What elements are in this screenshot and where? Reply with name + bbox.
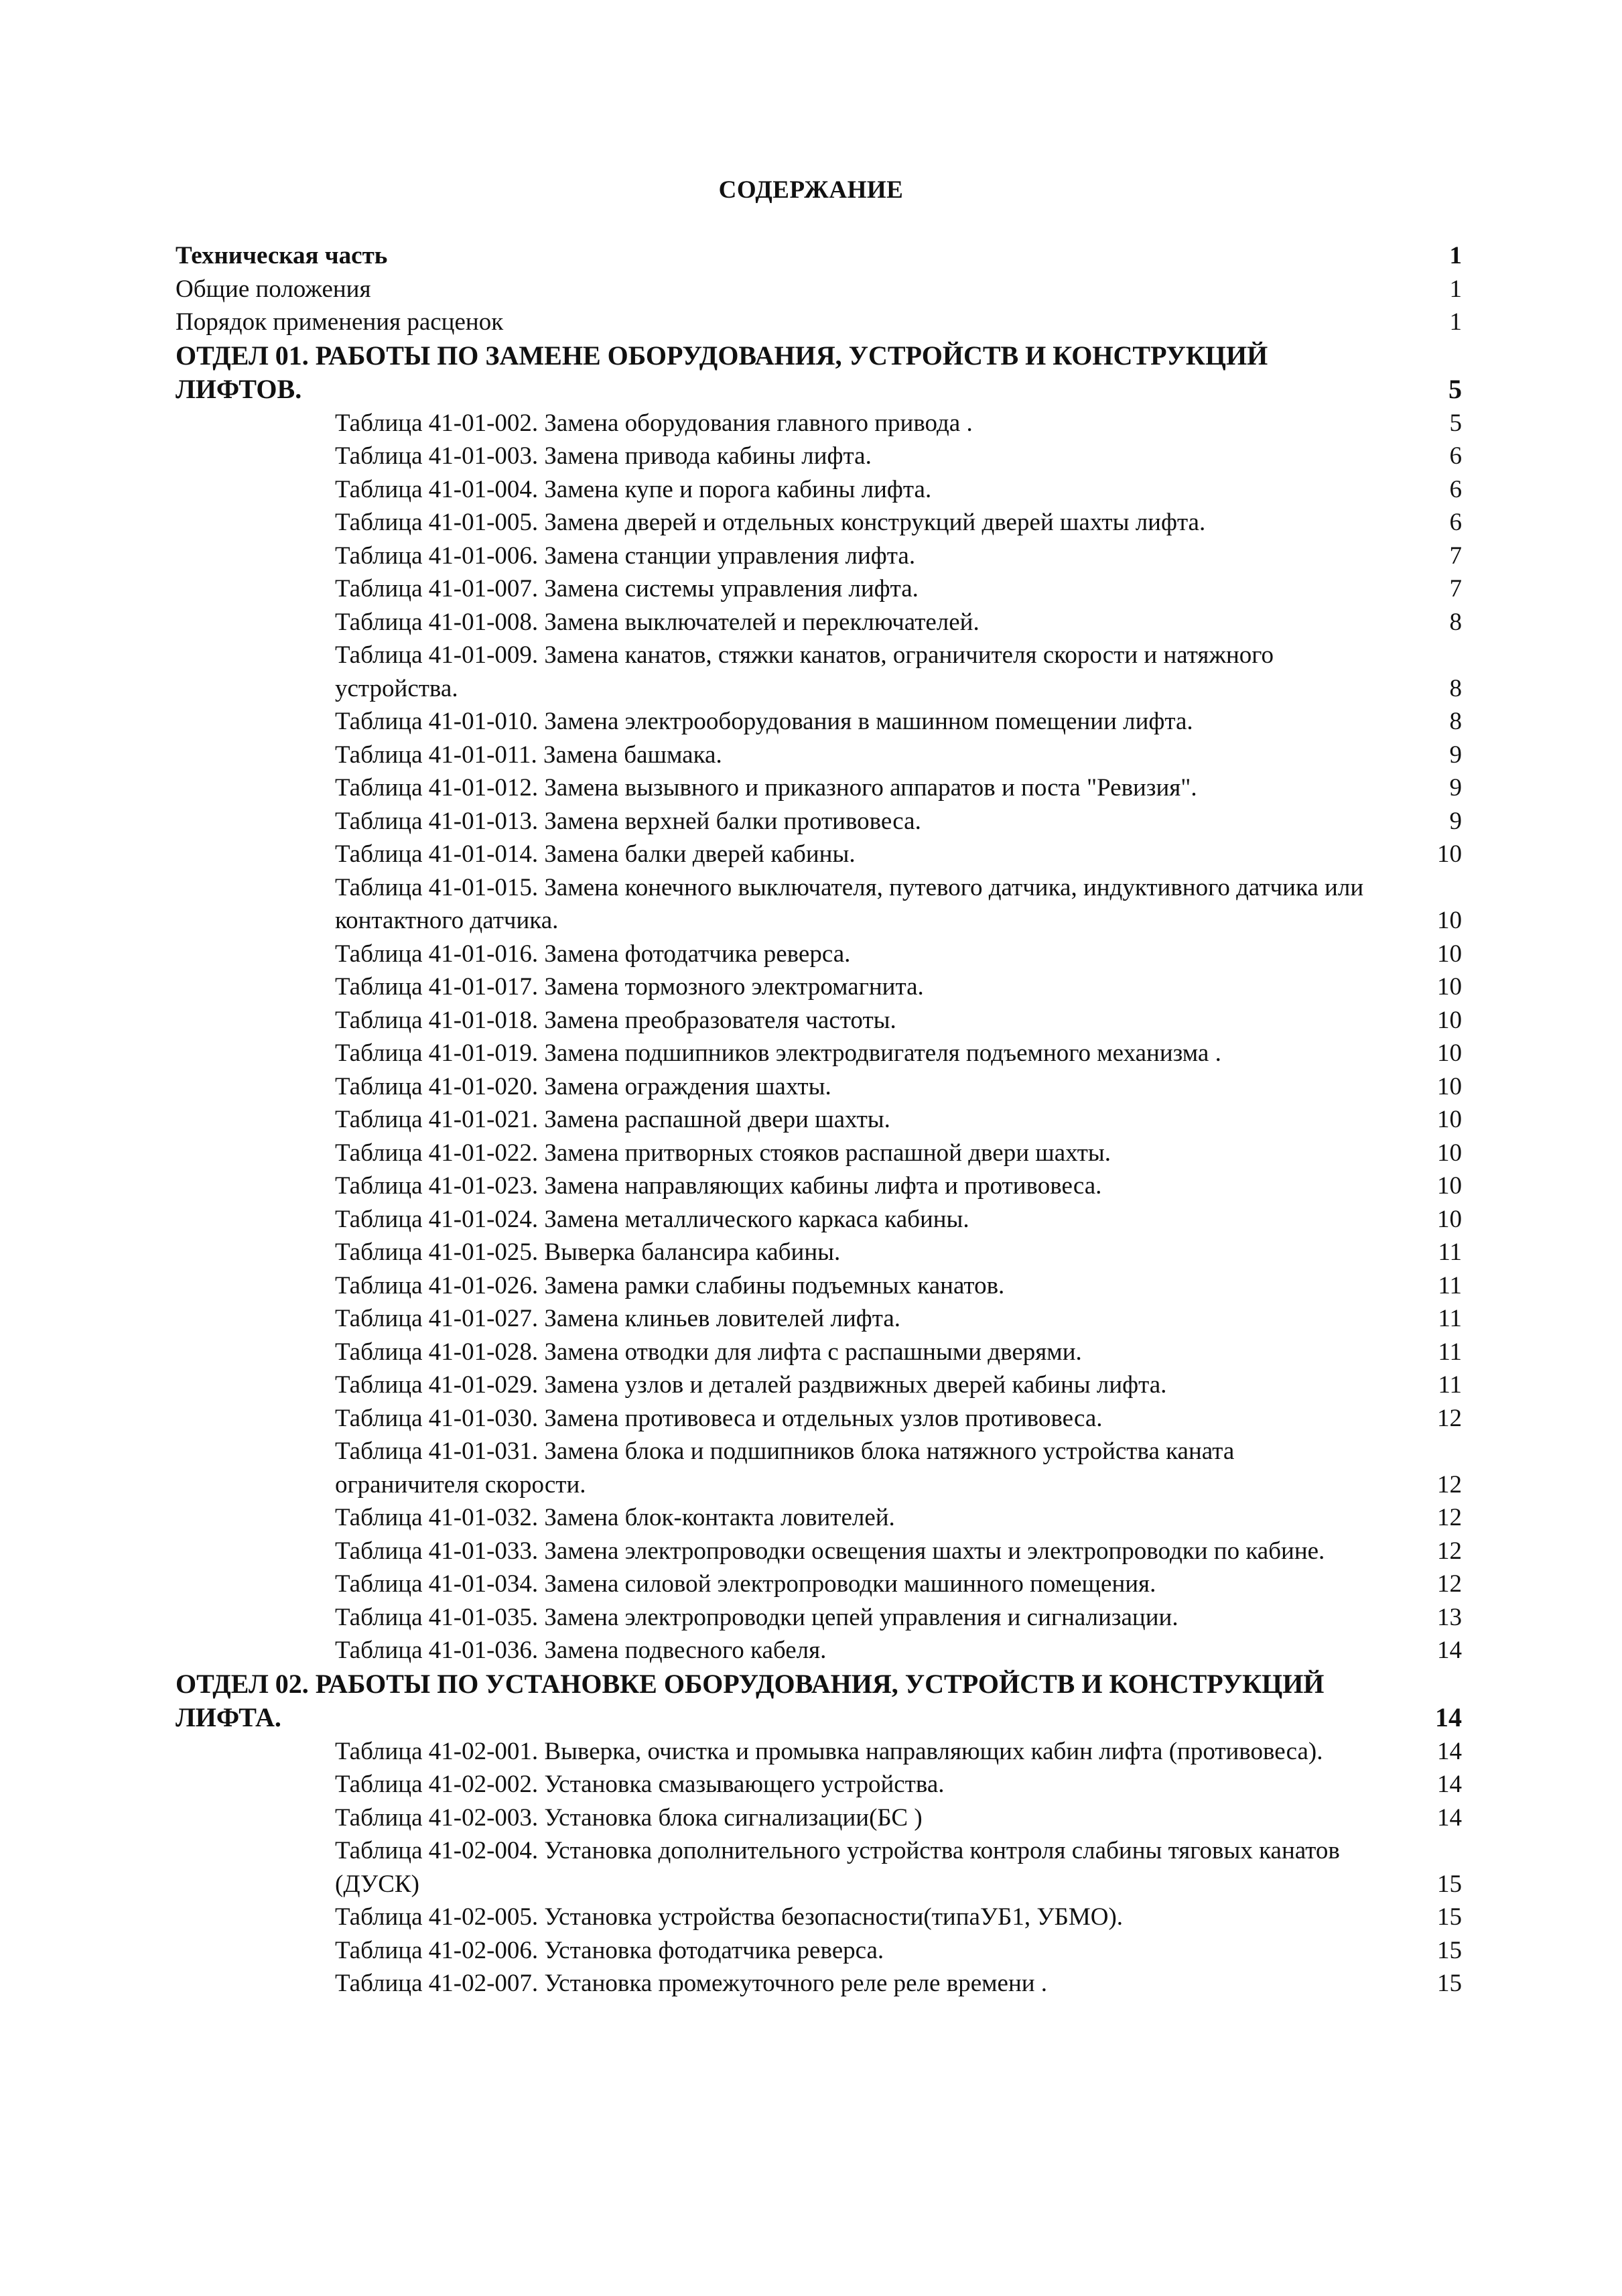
toc-table-number: Таблица 41-01-030.: [335, 1404, 539, 1432]
toc-page-number: 1: [1449, 275, 1462, 303]
toc-entry-text: [176, 838, 1462, 871]
toc-entry-text: [176, 739, 1462, 772]
toc-entry-text: [176, 871, 1462, 938]
toc-table-entry[interactable]: [176, 1169, 1462, 1203]
toc-table-title: Замена купе и порога кабины лифта.: [544, 475, 932, 503]
toc-table-number: Таблица 41-01-005.: [335, 509, 539, 536]
toc-table-title: Выверка балансира кабины.: [544, 1238, 841, 1266]
toc-table-number: Таблица 41-01-007.: [335, 575, 539, 602]
toc-table-entry[interactable]: [176, 606, 1462, 639]
toc-table-title: Замена выключателей и переключателей.: [544, 608, 979, 636]
toc-table-title: Замена отводки для лифта с распашными дверями.: [544, 1338, 1082, 1366]
toc-entry-text: [176, 771, 1462, 805]
toc-table-entry[interactable]: [176, 1601, 1462, 1635]
toc-page-number: 12: [1437, 1404, 1462, 1432]
toc-page-number: 10: [1437, 1039, 1462, 1067]
toc-table-number: Таблица 41-01-014.: [335, 840, 539, 868]
toc-table-entry[interactable]: [176, 1070, 1462, 1104]
toc-page-number: 9: [1449, 774, 1462, 802]
toc-table-title: Замена ограждения шахты.: [544, 1072, 831, 1100]
toc-page-number: 8: [1449, 708, 1462, 735]
toc-page-number: 11: [1438, 1338, 1462, 1366]
toc-table-title: Замена блока и подшипников блока натяжного устройства каната ограничителя скорости.: [335, 1438, 1235, 1498]
toc-table-entry[interactable]: [176, 1634, 1462, 1667]
toc-page-number: 12: [1437, 1537, 1462, 1565]
toc-table-entry[interactable]: [176, 1568, 1462, 1601]
toc-page-number: 14: [1437, 1803, 1462, 1832]
toc-entry[interactable]: [176, 273, 1462, 306]
toc-table-entry[interactable]: [176, 1535, 1462, 1568]
toc-table-number: Таблица 41-01-017.: [335, 973, 539, 1001]
toc-table-number: Таблица 41-01-011.: [335, 741, 537, 769]
toc-entry-text: [176, 506, 1462, 539]
toc-page-number: 12: [1437, 1470, 1462, 1498]
toc-table-number: Таблица 41-01-009.: [335, 641, 539, 669]
toc-table-number: Таблица 41-01-022.: [335, 1139, 539, 1167]
toc-entry-text: [176, 440, 1462, 473]
toc-table-number: Таблица 41-01-008.: [335, 608, 539, 636]
toc-section-heading[interactable]: [176, 339, 1462, 407]
toc-entry-text: [176, 1269, 1462, 1303]
toc-entry-text: [176, 639, 1462, 705]
toc-table-entry[interactable]: [176, 705, 1462, 739]
toc-page-number: 8: [1449, 674, 1462, 702]
toc-table-number: Таблица 41-02-003.: [335, 1803, 539, 1832]
toc-page-number: 15: [1437, 1870, 1462, 1898]
toc-table-title: Замена подшипников электродвигателя подъемного механизма .: [544, 1039, 1221, 1067]
toc-table-title: Замена станции управления лифта.: [544, 541, 916, 570]
toc-page-number: 6: [1449, 475, 1462, 503]
toc-table-title: Замена силовой электропроводки машинного помещения.: [544, 1570, 1156, 1598]
toc-entry-text: [176, 1501, 1462, 1535]
toc-table-entry[interactable]: [176, 1203, 1462, 1236]
toc-table-title: Замена металлического каркаса кабины.: [544, 1205, 969, 1233]
toc-table-title: Замена электропроводки цепей управления и сигнализации.: [544, 1603, 1178, 1631]
toc-table-number: Таблица 41-01-024.: [335, 1205, 539, 1233]
toc-table-entry[interactable]: [176, 473, 1462, 507]
toc-table-entry[interactable]: [176, 639, 1462, 705]
toc-entry-text: [176, 1568, 1462, 1601]
toc-page-number: 10: [1437, 940, 1462, 968]
toc-table-title: Установка дополнительного устройства контроля слабины тяговых канатов (ДУСК): [335, 1837, 1340, 1898]
toc-page-number: 15: [1437, 1970, 1462, 1997]
toc-page-number: 9: [1449, 807, 1462, 835]
toc-page-number: 8: [1449, 608, 1462, 636]
toc-table-number: Таблица 41-01-003.: [335, 442, 539, 470]
toc-page-number: 7: [1449, 575, 1462, 602]
toc-entry-text: [176, 1535, 1462, 1568]
toc-table-number: Таблица 41-01-027.: [335, 1305, 539, 1332]
toc-table-entry[interactable]: [176, 805, 1462, 838]
toc-table-entry[interactable]: [176, 440, 1462, 473]
toc-table-title: Установка фотодатчика реверса.: [544, 1936, 884, 1964]
toc-table-entry[interactable]: [176, 771, 1462, 805]
toc-table-number: Таблица 41-02-006.: [335, 1936, 539, 1964]
toc-table-number: Таблица 41-01-026.: [335, 1271, 539, 1299]
toc-entry-text: [176, 1070, 1462, 1104]
toc-table-entry[interactable]: [176, 1934, 1462, 1968]
toc-table-number: Таблица 41-01-012.: [335, 774, 539, 802]
toc-table-number: Таблица 41-01-035.: [335, 1603, 539, 1631]
toc-table-title: Замена притворных стояков распашной двери шахты.: [544, 1139, 1111, 1167]
toc-table-title: Замена узлов и деталей раздвижных дверей кабины лифта.: [544, 1371, 1167, 1399]
toc-table-entry[interactable]: [176, 572, 1462, 606]
toc-table-number: Таблица 41-01-025.: [335, 1238, 539, 1266]
toc-entry-text: Общие положения: [176, 275, 371, 303]
toc-table-number: Таблица 41-01-015.: [335, 873, 539, 901]
toc-table-title: Замена клиньев ловителей лифта.: [544, 1305, 901, 1332]
toc-entry-text: [176, 938, 1462, 971]
toc-table-title: Замена верхней балки противовеса.: [544, 807, 921, 835]
toc-table-number: Таблица 41-01-002.: [335, 409, 539, 437]
toc-entry-text: [176, 1435, 1462, 1501]
toc-table-title: Выверка, очистка и промывка направляющих кабин лифта (противовеса).: [544, 1737, 1323, 1765]
toc-entry-text: [176, 970, 1462, 1004]
toc-table-number: Таблица 41-01-010.: [335, 708, 539, 735]
toc-table-title: Замена фотодатчика реверса.: [544, 940, 851, 968]
toc-entry-text: [176, 1402, 1462, 1436]
toc-entry-text: [176, 539, 1462, 573]
toc-table-number: Таблица 41-01-016.: [335, 940, 539, 968]
toc-page-number: 12: [1437, 1504, 1462, 1531]
toc-page-number: 10: [1437, 907, 1462, 934]
toc-table-entry[interactable]: [176, 1501, 1462, 1535]
toc-entry-text: [176, 1169, 1462, 1203]
toc-table-entry[interactable]: [176, 1768, 1462, 1801]
toc-page-number: 14: [1437, 1637, 1462, 1664]
toc-table-title: Замена вызывного и приказного аппаратов и поста "Ревизия".: [544, 774, 1197, 802]
toc-page-number: 6: [1449, 509, 1462, 536]
toc-part-heading[interactable]: [176, 239, 1462, 273]
toc-table-title: Замена башмака.: [543, 741, 722, 769]
toc-table-entry[interactable]: [176, 1004, 1462, 1037]
toc-entry-text: [176, 473, 1462, 507]
toc-table-title: Замена системы управления лифта.: [544, 575, 919, 602]
toc-table-number: Таблица 41-02-004.: [335, 1837, 539, 1864]
toc-entry-text: [176, 407, 1462, 440]
toc-table-entry[interactable]: [176, 1037, 1462, 1070]
toc-page-number: 1: [1449, 242, 1462, 269]
toc-entry-text: [176, 1037, 1462, 1070]
toc-table-entry[interactable]: [176, 1735, 1462, 1769]
toc-table-number: Таблица 41-01-020.: [335, 1072, 539, 1100]
toc-page-number: 15: [1437, 1936, 1462, 1964]
toc-table-number: Таблица 41-01-036.: [335, 1637, 539, 1664]
toc-table-entry[interactable]: [176, 1967, 1462, 2000]
toc-table-number: Таблица 41-01-031.: [335, 1438, 539, 1465]
toc-page-number: 11: [1438, 1371, 1462, 1399]
toc-entry-text: [176, 1834, 1462, 1901]
toc-entry-text: [176, 606, 1462, 639]
toc-table-entry[interactable]: [176, 539, 1462, 573]
toc-entry-text: [176, 1801, 1462, 1835]
toc-entry-text: Порядок применения расценок: [176, 308, 504, 336]
toc-entry-text: [176, 1601, 1462, 1635]
toc-table-number: Таблица 41-01-013.: [335, 807, 539, 835]
toc-page-number: 5: [1449, 409, 1462, 437]
toc-entry-text: [176, 1103, 1462, 1137]
toc-table-entry[interactable]: [176, 1269, 1462, 1303]
toc-table-number: Таблица 41-01-019.: [335, 1039, 539, 1067]
toc-table-number: Таблица 41-01-023.: [335, 1172, 539, 1200]
toc-entry-text: [176, 1336, 1462, 1369]
toc-table-title: Замена дверей и отдельных конструкций дверей шахты лифта.: [544, 509, 1206, 536]
toc-table-number: Таблица 41-01-029.: [335, 1371, 539, 1399]
toc-page-number: 6: [1449, 442, 1462, 470]
toc-table-entry[interactable]: [176, 1236, 1462, 1269]
toc-entry-text: [176, 1236, 1462, 1269]
toc-table-number: Таблица 41-01-006.: [335, 541, 539, 570]
toc-page-number: 10: [1437, 1139, 1462, 1167]
toc-entry-text: [176, 705, 1462, 739]
toc-table-title: Установка смазывающего устройства.: [544, 1771, 945, 1798]
toc-table-entry[interactable]: [176, 1435, 1462, 1501]
toc-table-number: Таблица 41-01-028.: [335, 1338, 539, 1366]
toc-table-title: Замена распашной двери шахты.: [544, 1106, 890, 1133]
toc-table-number: Таблица 41-01-033.: [335, 1537, 539, 1565]
toc-page-number: 11: [1438, 1271, 1462, 1299]
toc-table-title: Замена тормозного электромагнита.: [544, 973, 924, 1001]
toc-entry-text: [176, 1302, 1462, 1336]
toc-entry-text: [176, 1768, 1462, 1801]
toc-entry-text: [176, 1967, 1462, 2000]
toc-section-heading[interactable]: [176, 1667, 1462, 1735]
toc-entry-text: [176, 1368, 1462, 1402]
page-title: СОДЕРЖАНИЕ: [718, 176, 904, 204]
toc-page-number: 10: [1437, 1205, 1462, 1233]
toc-table-entry[interactable]: [176, 1302, 1462, 1336]
toc-table-title: Замена конечного выключателя, путевого датчика, индуктивного датчика или контактного датчика.: [335, 873, 1364, 934]
toc-table-title: Замена подвесного кабеля.: [544, 1637, 827, 1664]
toc-table-title: Замена блок-контакта ловителей.: [544, 1504, 895, 1531]
toc-table-entry[interactable]: [176, 1137, 1462, 1170]
toc-entry-text: [176, 1137, 1462, 1170]
toc-page-number: 11: [1438, 1305, 1462, 1332]
toc-table-title: Замена направляющих кабины лифта и противовеса.: [544, 1172, 1102, 1200]
toc-table-number: Таблица 41-01-032.: [335, 1504, 539, 1531]
toc-page-number: 1: [1449, 308, 1462, 336]
toc-table-entry[interactable]: [176, 1901, 1462, 1934]
table-of-contents: [176, 239, 1462, 2000]
toc-table-title: Замена противовеса и отдельных узлов противовеса.: [544, 1404, 1103, 1432]
toc-table-title: Замена рамки слабины подъемных канатов.: [544, 1271, 1005, 1299]
toc-table-entry[interactable]: [176, 407, 1462, 440]
toc-entry-text: [176, 1901, 1462, 1934]
toc-table-title: Замена привода кабины лифта.: [544, 442, 872, 470]
toc-table-entry[interactable]: [176, 871, 1462, 938]
toc-entry-text: ОТДЕЛ 01. РАБОТЫ ПО ЗАМЕНЕ ОБОРУДОВАНИЯ, УСТРОЙСТВ И КОНСТРУКЦИЙ ЛИФТОВ.: [176, 340, 1268, 404]
toc-page-number: 15: [1437, 1903, 1462, 1931]
toc-page-number: 10: [1437, 840, 1462, 868]
toc-page-number: 14: [1437, 1771, 1462, 1798]
toc-page-number: 13: [1437, 1603, 1462, 1631]
toc-entry-text: [176, 572, 1462, 606]
toc-table-title: Замена электрооборудования в машинном помещении лифта.: [544, 708, 1193, 735]
toc-entry-text: Техническая часть: [176, 242, 388, 269]
toc-table-number: Таблица 41-02-002.: [335, 1771, 539, 1798]
toc-page-number: 10: [1437, 1172, 1462, 1200]
toc-page-number: 10: [1437, 973, 1462, 1001]
toc-table-number: Таблица 41-01-018.: [335, 1006, 539, 1034]
toc-entry-text: [176, 1735, 1462, 1769]
toc-page-number: 10: [1437, 1106, 1462, 1133]
toc-table-number: Таблица 41-01-034.: [335, 1570, 539, 1598]
toc-entry-text: [176, 1203, 1462, 1236]
toc-table-number: Таблица 41-01-004.: [335, 475, 539, 503]
toc-entry-text: [176, 1004, 1462, 1037]
toc-page-number: 10: [1437, 1072, 1462, 1100]
toc-page-number: 5: [1448, 374, 1462, 404]
toc-table-entry[interactable]: [176, 739, 1462, 772]
toc-page-number: 9: [1449, 741, 1462, 769]
toc-entry-text: [176, 805, 1462, 838]
toc-table-number: Таблица 41-02-005.: [335, 1903, 539, 1931]
toc-table-entry[interactable]: [176, 1103, 1462, 1137]
toc-table-title: Замена преобразователя частоты.: [544, 1006, 896, 1034]
toc-table-entry[interactable]: [176, 1368, 1462, 1402]
toc-table-entry[interactable]: [176, 838, 1462, 871]
toc-table-entry[interactable]: [176, 938, 1462, 971]
toc-table-title: Установка промежуточного реле реле времени .: [544, 1970, 1048, 1997]
toc-page-number: 14: [1435, 1702, 1462, 1732]
toc-table-number: Таблица 41-01-021.: [335, 1106, 539, 1133]
toc-table-title: Замена канатов, стяжки канатов, ограничителя скорости и натяжного устройства.: [335, 641, 1274, 702]
toc-table-entry[interactable]: [176, 1834, 1462, 1901]
toc-entry[interactable]: [176, 306, 1462, 339]
toc-page-number: 11: [1438, 1238, 1462, 1266]
toc-page-number: 14: [1437, 1737, 1462, 1765]
toc-table-title: Замена оборудования главного привода .: [544, 409, 973, 437]
toc-table-title: Замена электропроводки освещения шахты и электропроводки по кабине.: [544, 1537, 1325, 1565]
toc-table-entry[interactable]: [176, 1402, 1462, 1436]
toc-table-number: Таблица 41-02-001.: [335, 1737, 539, 1765]
toc-table-entry[interactable]: [176, 506, 1462, 539]
toc-entry-text: [176, 1634, 1462, 1667]
toc-table-title: Замена балки дверей кабины.: [544, 840, 856, 868]
toc-table-entry[interactable]: [176, 1336, 1462, 1369]
toc-entry-text: ОТДЕЛ 02. РАБОТЫ ПО УСТАНОВКЕ ОБОРУДОВАНИЯ, УСТРОЙСТВ И КОНСТРУКЦИЙ ЛИФТА.: [176, 1668, 1325, 1732]
toc-table-entry[interactable]: [176, 1801, 1462, 1835]
toc-page-number: 12: [1437, 1570, 1462, 1598]
toc-table-entry[interactable]: [176, 970, 1462, 1004]
toc-entry-text: [176, 1934, 1462, 1968]
toc-page-number: 7: [1449, 541, 1462, 570]
toc-table-number: Таблица 41-02-007.: [335, 1970, 539, 1997]
toc-page-number: 10: [1437, 1006, 1462, 1034]
toc-table-title: Установка блока сигнализации(БС ): [544, 1803, 923, 1832]
toc-table-title: Установка устройства безопасности(типаУБ1, УБМО).: [544, 1903, 1124, 1931]
